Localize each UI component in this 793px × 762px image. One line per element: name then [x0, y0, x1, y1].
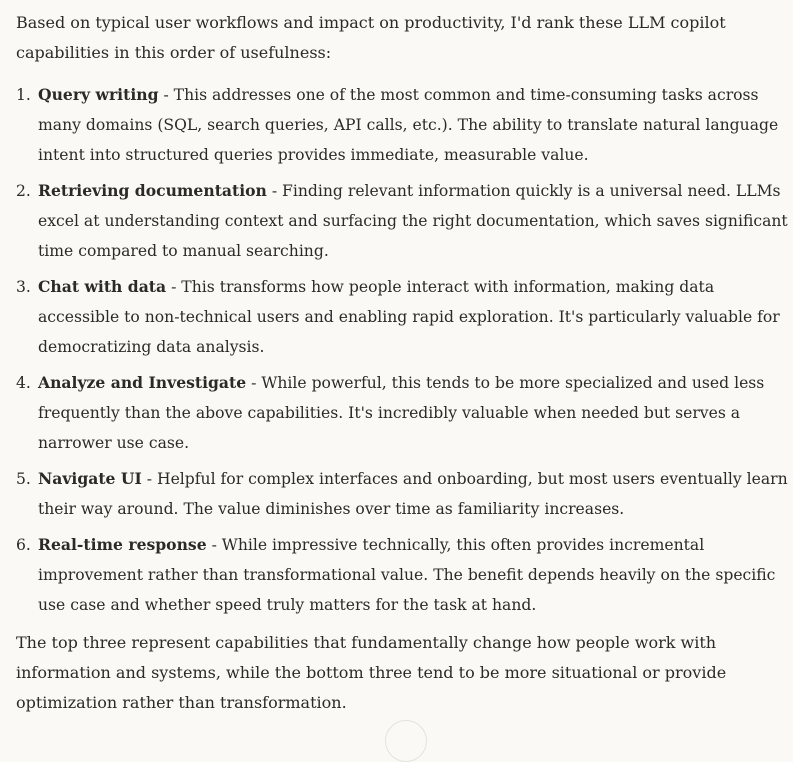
list-item [16, 272, 788, 362]
assistant-message [16, 8, 788, 718]
item-number: 1. [16, 86, 31, 104]
scroll-down-button[interactable] [385, 720, 427, 762]
item-description: - This addresses one of the most common and time-consuming tasks across many domains (SQL, search queries, API calls, etc.). The ability to translate natural language intent into structured queries provides immediate, measurable value. [38, 86, 779, 164]
item-description: - Helpful for complex interfaces and onboarding, but most users eventually learn their way around. The value diminishes over time as familiarity increases. [38, 470, 788, 518]
item-title: Real-time response [38, 535, 207, 554]
item-number: 2. [16, 182, 31, 200]
item-title: Retrieving documentation [38, 181, 267, 200]
list-item [16, 80, 788, 170]
item-description: - While impressive technically, this often provides incremental improvement rather than transformational value. The benefit depends heavily on the specific use case and whether speed truly matters for the task at hand. [38, 536, 776, 614]
item-number: 6. [16, 536, 31, 554]
item-number: 4. [16, 374, 31, 392]
item-title: Navigate UI [38, 469, 142, 488]
item-title: Query writing [38, 85, 159, 104]
item-description: - While powerful, this tends to be more specialized and used less frequently than the above capabilities. It's incredibly valuable when needed but serves a narrower use case. [38, 374, 765, 452]
item-title: Chat with data [38, 277, 167, 296]
list-item [16, 368, 788, 458]
list-item [16, 176, 788, 266]
conclusion-paragraph: The top three represent capabilities that fundamentally change how people work with information and systems, while the bottom three tend to be more situational or provide optimization rather than transformation. [16, 633, 727, 712]
item-description: - This transforms how people interact with information, making data accessible to non-technical users and enabling rapid exploration. It's particularly valuable for democratizing data analysis. [38, 278, 780, 356]
item-title: Analyze and Investigate [38, 373, 247, 392]
list-item [16, 530, 788, 620]
ranked-list [16, 80, 788, 620]
item-number: 5. [16, 470, 31, 488]
list-item [16, 464, 788, 524]
item-description: - Finding relevant information quickly is a universal need. LLMs excel at understanding context and surfacing the right documentation, which saves significant time compared to manual searching. [38, 182, 788, 260]
item-number: 3. [16, 278, 31, 296]
intro-paragraph: Based on typical user workflows and impact on productivity, I'd rank these LLM copilot capabilities in this order of usefulness: [16, 13, 726, 62]
